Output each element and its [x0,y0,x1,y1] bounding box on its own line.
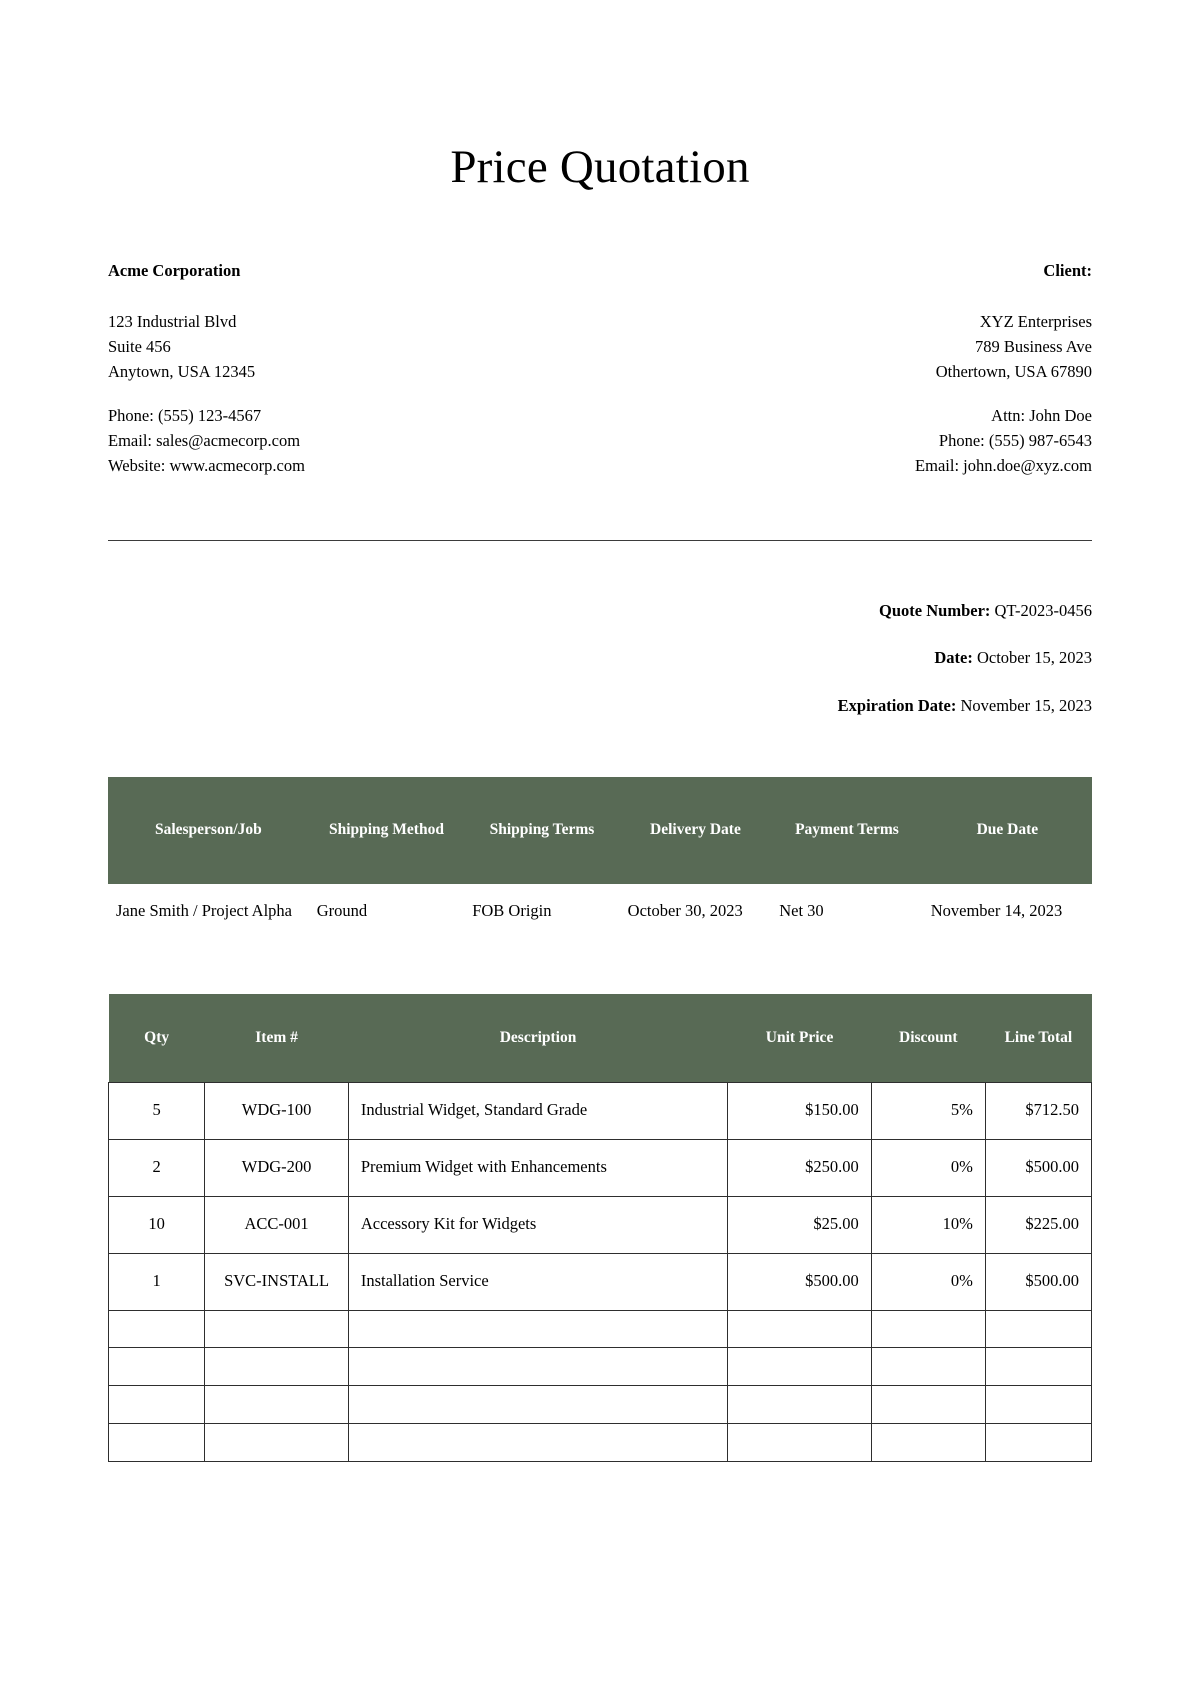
parties-section [108,261,1092,479]
items-table-body [109,1082,1092,1461]
item-cell-description-empty [348,1310,727,1348]
spacer [639,384,1092,403]
page-title: Price Quotation [450,141,750,193]
item-cell-discount: 0% [871,1253,985,1310]
item-cell-number-empty [205,1423,349,1461]
quote-number-row [108,599,1092,622]
item-cell-unit-price-empty [728,1310,872,1348]
quote-meta-section [108,599,1092,716]
shipping-header-terms: Shipping Terms [464,777,619,884]
seller-phone: Phone: (555) 123-4567 [108,406,262,426]
table-row-empty [109,1386,1092,1424]
quote-date-row [108,646,1092,669]
shipping-header-salesperson: Salesperson/Job [108,777,309,884]
item-cell-description-empty [348,1348,727,1386]
item-cell-qty-empty [109,1423,205,1461]
quote-date-label: Date: [934,648,973,668]
item-cell-line-total: $225.00 [985,1196,1091,1253]
items-header-item-number: Item # [205,994,349,1082]
table-row-empty [109,1423,1092,1461]
items-header-discount: Discount [871,994,985,1082]
client-attn: Attn: John Doe [991,406,1092,426]
item-cell-number-empty [205,1310,349,1348]
seller-name: Acme Corporation [108,260,241,280]
item-cell-line-total-empty [985,1423,1091,1461]
item-cell-unit-price-empty [728,1386,872,1424]
client-address-line: Othertown, USA 67890 [935,362,1092,382]
item-cell-unit-price: $150.00 [728,1082,872,1139]
items-header-unit-price: Unit Price [728,994,872,1082]
table-row-empty [109,1348,1092,1386]
item-cell-description: Premium Widget with Enhancements [348,1139,727,1196]
item-cell-discount-empty [871,1423,985,1461]
quote-number-label: Quote Number: [879,601,991,621]
item-cell-qty: 10 [109,1196,205,1253]
table-row [109,1253,1092,1310]
table-header-row [108,777,1092,884]
item-cell-qty: 5 [109,1082,205,1139]
seller-address-line: 123 Industrial Blvd [108,312,237,332]
item-cell-number-empty [205,1348,349,1386]
item-cell-number: WDG-100 [205,1082,349,1139]
client-block [639,261,1092,479]
client-heading: Client: [1043,260,1092,280]
client-address-line: 789 Business Ave [974,337,1092,357]
spacer [108,384,600,403]
header-divider [108,540,1092,541]
seller-email: Email: sales@acmecorp.com [108,431,301,451]
shipping-header-delivery-date: Delivery Date [620,777,772,884]
shipping-cell-payment-terms: Net 30 [779,900,824,920]
expiration-date-row [108,694,1092,717]
quote-number-value: QT-2023-0456 [994,601,1092,621]
item-cell-qty-empty [109,1310,205,1348]
item-cell-line-total: $712.50 [985,1082,1091,1139]
item-cell-line-total-empty [985,1348,1091,1386]
shipping-cell-due-date: November 14, 2023 [930,900,1063,920]
shipping-header-due-date: Due Date [923,777,1092,884]
table-row [108,884,1092,934]
table-row-empty [109,1310,1092,1348]
item-cell-discount-empty [871,1348,985,1386]
client-name: XYZ Enterprises [979,312,1092,332]
client-phone: Phone: (555) 987-6543 [938,431,1092,451]
item-cell-description: Installation Service [348,1253,727,1310]
client-email: Email: john.doe@xyz.com [915,456,1092,476]
seller-address-line: Anytown, USA 12345 [108,362,256,382]
shipping-table-header [108,777,1092,884]
table-row [109,1139,1092,1196]
item-cell-line-total-empty [985,1310,1091,1348]
item-cell-description: Accessory Kit for Widgets [348,1196,727,1253]
shipping-cell-method: Ground [316,900,368,920]
item-cell-qty: 2 [109,1139,205,1196]
expiration-date-label: Expiration Date: [837,695,957,715]
table-row [109,1196,1092,1253]
item-cell-line-total-empty [985,1386,1091,1424]
seller-address-line: Suite 456 [108,337,171,357]
item-cell-discount: 5% [871,1082,985,1139]
quote-date-value: October 15, 2023 [976,648,1092,668]
shipping-header-payment-terms: Payment Terms [771,777,923,884]
item-cell-discount-empty [871,1310,985,1348]
item-cell-qty: 1 [109,1253,205,1310]
item-cell-line-total: $500.00 [985,1139,1091,1196]
item-cell-unit-price: $500.00 [728,1253,872,1310]
seller-block [108,261,600,479]
item-cell-number: SVC-INSTALL [205,1253,349,1310]
item-cell-qty-empty [109,1348,205,1386]
line-items-table [108,994,1092,1462]
item-cell-unit-price: $25.00 [728,1196,872,1253]
items-header-qty: Qty [109,994,205,1082]
item-cell-discount-empty [871,1386,985,1424]
item-cell-number: ACC-001 [205,1196,349,1253]
items-table-header [109,994,1092,1082]
shipping-header-method: Shipping Method [309,777,464,884]
item-cell-unit-price: $250.00 [728,1139,872,1196]
expiration-date-value: November 15, 2023 [960,695,1092,715]
table-row [109,1082,1092,1139]
shipping-cell-delivery-date: October 30, 2023 [627,900,743,920]
seller-website: Website: www.acmecorp.com [108,456,305,476]
item-cell-qty-empty [109,1386,205,1424]
item-cell-unit-price-empty [728,1423,872,1461]
shipping-cell-terms: FOB Origin [472,900,552,920]
item-cell-description: Industrial Widget, Standard Grade [348,1082,727,1139]
item-cell-line-total: $500.00 [985,1253,1091,1310]
item-cell-number-empty [205,1386,349,1424]
shipping-table-body [108,884,1092,934]
item-cell-discount: 10% [871,1196,985,1253]
item-cell-description-empty [348,1423,727,1461]
item-cell-unit-price-empty [728,1348,872,1386]
item-cell-discount: 0% [871,1139,985,1196]
items-header-description: Description [348,994,727,1082]
items-header-line-total: Line Total [985,994,1091,1082]
item-cell-description-empty [348,1386,727,1424]
shipping-cell-salesperson: Jane Smith / Project Alpha [116,900,292,920]
shipping-terms-table [108,777,1092,934]
item-cell-number: WDG-200 [205,1139,349,1196]
table-header-row [109,994,1092,1082]
